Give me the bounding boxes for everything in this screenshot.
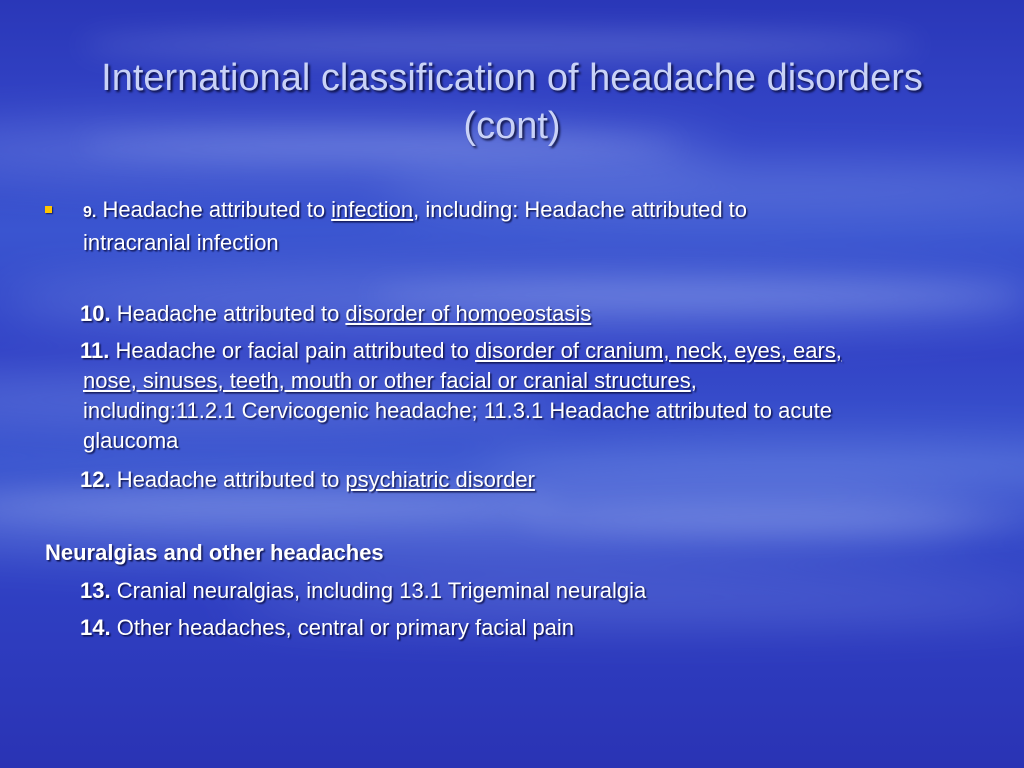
list-item-11-line-4: glaucoma (83, 428, 179, 453)
item-text: Cranial neuralgias, including 13.1 Trigeminal neuralgia (110, 578, 647, 603)
item-text: Headache or facial pain attributed to (109, 338, 476, 363)
square-bullet-icon (45, 206, 52, 213)
list-item-9-line-1 (83, 195, 747, 228)
item-link-homoeostasis[interactable]: disorder of homoeostasis (345, 301, 592, 326)
item-text: , (690, 368, 697, 393)
list-item-13 (80, 576, 646, 606)
list-item-12 (80, 465, 535, 495)
list-item-9-line-2: intracranial infection (83, 230, 279, 255)
list-item-11-line-2 (80, 366, 842, 396)
item-number: 11. (80, 338, 110, 363)
item-number: 14. (80, 615, 111, 640)
item-number: 13. (80, 578, 111, 603)
item-number: 10. (80, 301, 111, 326)
list-item-11-line-1 (80, 336, 842, 366)
item-number: 9. (83, 204, 97, 221)
item-text: Headache attributed to (96, 197, 332, 222)
item-text: , including: Headache attributed to (413, 197, 748, 222)
item-text: Headache attributed to (110, 467, 346, 492)
item-text: Headache attributed to (110, 301, 346, 326)
item-link-psychiatric[interactable]: psychiatric disorder (345, 467, 535, 492)
item-link-cranium[interactable]: disorder of cranium, neck, eyes, ears, (475, 338, 842, 363)
list-item-11 (80, 336, 842, 456)
slide-title (40, 54, 984, 150)
list-item-11-line-3: including:11.2.1 Cervicogenic headache; 11.3.1 Headache attributed to acute (83, 398, 832, 423)
list-item-9 (83, 195, 747, 258)
item-text: Other headaches, central or primary facial pain (110, 615, 575, 640)
list-item-10 (80, 299, 591, 329)
item-link-infection[interactable]: infection (331, 197, 414, 222)
list-item-14 (80, 613, 574, 643)
section-heading: Neuralgias and other headaches (45, 540, 384, 565)
slide-title-line-2: (cont) (463, 105, 561, 147)
item-link-structures[interactable]: nose, sinuses, teeth, mouth or other facial or cranial structures (83, 368, 691, 393)
slide-title-line-1: International classification of headache disorders (101, 57, 923, 99)
item-number: 12. (80, 467, 111, 492)
